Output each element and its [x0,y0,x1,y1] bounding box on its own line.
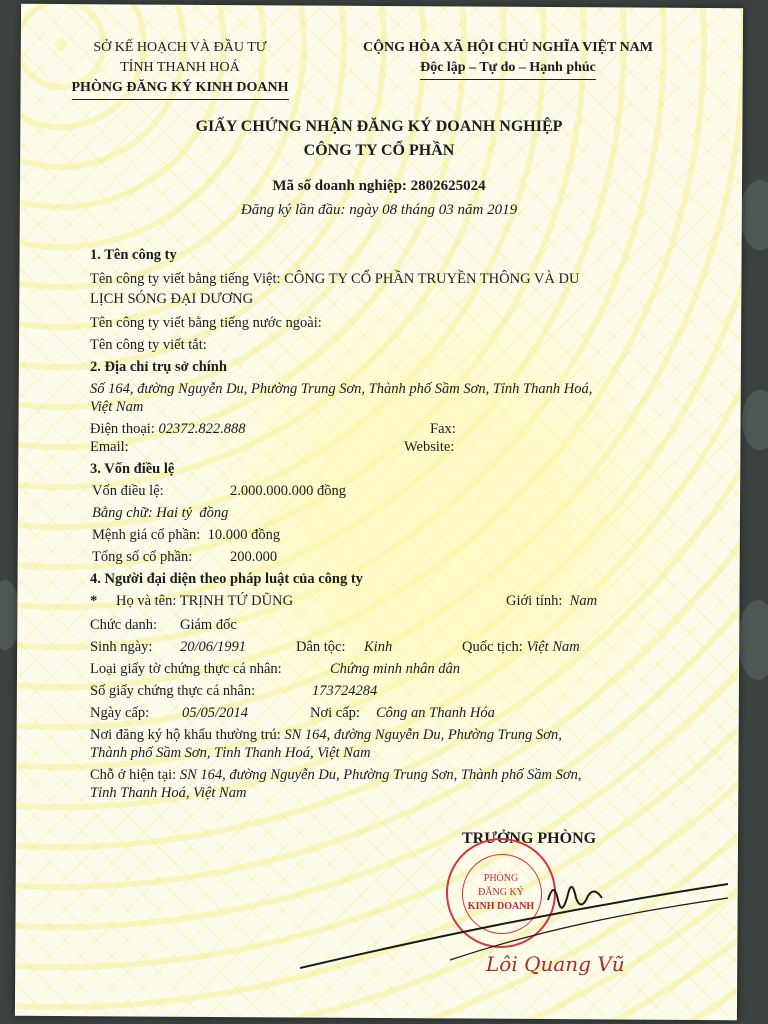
section-company-name-heading: 1. Tên công ty [90,247,177,263]
issuer-header [60,38,300,100]
issue-place-value: Công an Thanh Hóa [376,705,495,721]
current-address-line1: SN 164, đường Nguyễn Du, Phường Trung Sơn, Thành phố Sầm Sơn, [179,767,582,783]
total-shares-value: 200.000 [230,549,278,565]
website-label: Website: [404,439,455,455]
id-type-value: Chứng minh nhân dân [330,661,460,677]
stamp-text-line2: ĐĂNG KÝ [478,887,524,898]
par-label: Mệnh giá cổ phần: [92,527,201,543]
gender-value: Nam [569,593,598,609]
permanent-address-label: Nơi đăng ký hộ khẩu thường trú: [90,727,281,743]
email-label: Email: [90,439,129,455]
current-address-line2: Tỉnh Thanh Hoá, Việt Nam [90,785,247,801]
id-type-label: Loại giấy tờ chứng thực cá nhân: [90,661,282,677]
signature-title: TRƯỞNG PHÒNG [462,830,597,847]
issue-date-value: 05/05/2014 [182,705,249,721]
section-capital-heading: 3. Vốn điều lệ [90,461,175,477]
in-words-label: Bằng chữ: [92,505,153,521]
phone-value: 02372.822.888 [158,421,246,437]
address-line2: Việt Nam [90,399,144,415]
document-subtitle: CÔNG TY CỔ PHẦN [303,142,455,159]
issuer-province: TỈNH THANH HOÁ [120,60,240,75]
gender-label: Giới tính: [506,593,563,609]
phone-label: Điện thoại: [90,421,155,437]
permanent-address-row [90,726,562,744]
id-number-label: Số giấy chứng thực cá nhân: [90,683,256,699]
vn-name-row [90,270,579,288]
national-name: CỘNG HÒA XÃ HỘI CHỦ NGHĨA VIỆT NAM [362,40,653,55]
bullet-star: * [90,593,98,609]
issuer-office: PHÒNG ĐĂNG KÝ KINH DOANH [72,78,289,100]
dob-label: Sinh ngày: [90,639,153,655]
first-registration-date: Đăng ký lần đầu: ngày 08 tháng 03 năm 2019 [240,202,518,218]
id-number-value: 173724284 [312,683,378,699]
vn-name-label: Tên công ty viết bằng tiếng Việt: [90,271,281,287]
ethnicity-label: Dân tộc: [296,639,346,655]
issue-place-label: Nơi cấp: [310,705,360,721]
business-code: Mã số doanh nghiệp: 2802625024 [272,178,486,194]
issuer-department: SỞ KẾ HOẠCH VÀ ĐẦU TƯ [93,40,267,55]
current-address-row [90,766,581,784]
par-value-row [92,526,280,544]
document-title: GIẤY CHỨNG NHẬN ĐĂNG KÝ DOANH NGHIỆP [195,118,563,135]
current-address-label: Chỗ ở hiện tại: [90,767,177,783]
dob-value: 20/06/1991 [180,639,247,655]
par-value: 10.000 đồng [207,527,281,543]
capital-label: Vốn điều lệ: [92,483,164,499]
rep-name-label: Họ và tên: [116,593,177,609]
background-leaf [738,600,768,680]
vn-name-value: CÔNG TY CỔ PHẦN TRUYỀN THÔNG VÀ DU [284,271,580,287]
in-words-value: Hai tỷ đồng [156,505,229,521]
national-header [348,38,668,80]
background-leaf [742,390,768,450]
capital-in-words [92,504,228,522]
capital-value: 2.000.000.000 đồng [230,483,346,499]
background-leaf [740,180,768,250]
national-motto: Độc lập – Tự do – Hạnh phúc [420,58,596,80]
vn-name-value-continued: LỊCH SÓNG ĐẠI DƯƠNG [90,291,254,307]
section-representative-heading: 4. Người đại diện theo pháp luật của công ty [90,571,363,587]
phone-row [90,420,245,438]
stamp-text-line1: PHÒNG [483,873,519,884]
gender-row [506,592,597,610]
foreign-name-label: Tên công ty viết bằng tiếng nước ngoài: [90,315,322,331]
fax-label: Fax: [430,421,456,437]
position-label: Chức danh: [90,617,158,633]
total-shares-label: Tổng số cổ phần: [92,549,193,565]
ethnicity-value: Kinh [364,639,393,655]
address-line1: Số 164, đường Nguyễn Du, Phường Trung Sơn, Thành phố Sầm Sơn, Tỉnh Thanh Hoá, [90,381,593,397]
position-value: Giám đốc [180,617,237,633]
rep-name-row [116,592,293,610]
permanent-address-line2: Thành phố Sầm Sơn, Tỉnh Thanh Hoá, Việt Nam [90,745,371,761]
rep-name-value: TRỊNH TỨ DŨNG [179,593,294,609]
stamp-text-line3: KINH DOANH [467,901,535,912]
issue-date-label: Ngày cấp: [90,705,150,721]
short-name-label: Tên công ty viết tắt: [90,337,207,353]
nationality-label: Quốc tịch: [462,639,523,655]
section-address-heading: 2. Địa chỉ trụ sở chính [90,359,227,375]
signer-name: Lôi Quang Vũ [486,952,625,976]
nationality-value: Việt Nam [526,639,580,655]
nationality-row [462,638,580,656]
permanent-address-line1: SN 164, đường Nguyễn Du, Phường Trung Sơn, [284,727,562,743]
